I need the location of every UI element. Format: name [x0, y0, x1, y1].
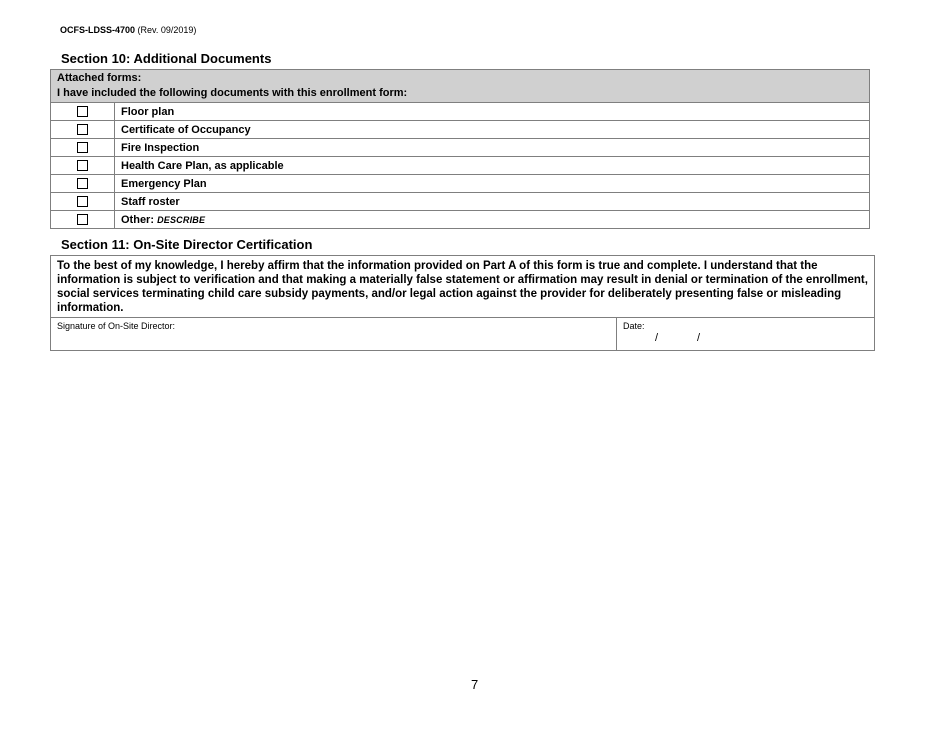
section-10-title: Section 10: Additional Documents	[61, 51, 272, 66]
signature-field[interactable]	[51, 318, 617, 351]
health-care-plan-checkbox[interactable]	[77, 160, 88, 171]
other-cell[interactable]	[115, 211, 870, 229]
document-label: Staff roster	[115, 193, 870, 211]
certification-table	[50, 255, 875, 351]
document-row-certificate-of-occupancy	[51, 121, 870, 139]
signature-label: Signature of On-Site Director:	[57, 321, 176, 331]
document-row-health-care-plan	[51, 157, 870, 175]
date-separator: /	[697, 332, 701, 344]
form-revision: (Rev. 09/2019)	[137, 25, 197, 35]
fire-inspection-checkbox[interactable]	[77, 142, 88, 153]
section-11-title: Section 11: On-Site Director Certification	[61, 237, 313, 252]
emergency-plan-checkbox[interactable]	[77, 178, 88, 189]
date-separator: /	[655, 332, 659, 344]
date-label: Date:	[623, 321, 645, 331]
date-field[interactable]	[617, 318, 875, 351]
document-row-staff-roster	[51, 193, 870, 211]
document-label: Fire Inspection	[115, 139, 870, 157]
additional-documents-table	[50, 69, 870, 229]
other-label: Other:	[121, 213, 154, 226]
document-label: Emergency Plan	[115, 175, 870, 193]
document-row-fire-inspection	[51, 139, 870, 157]
document-row-other	[51, 211, 870, 229]
document-label: Floor plan	[115, 103, 870, 121]
certificate-of-occupancy-checkbox[interactable]	[77, 124, 88, 135]
form-identifier	[60, 25, 196, 35]
documents-header-row	[51, 70, 870, 103]
document-row-emergency-plan	[51, 175, 870, 193]
staff-roster-checkbox[interactable]	[77, 196, 88, 207]
document-label: Certificate of Occupancy	[115, 121, 870, 139]
floor-plan-checkbox[interactable]	[77, 106, 88, 117]
attached-forms-label: Attached forms:	[57, 72, 142, 84]
other-describe-hint: DESCRIBE	[157, 214, 206, 225]
documents-header-cell	[51, 70, 870, 103]
document-label: Health Care Plan, as applicable	[115, 157, 870, 175]
form-code: OCFS-LDSS-4700	[60, 25, 136, 35]
other-checkbox[interactable]	[77, 214, 88, 225]
certification-statement: To the best of my knowledge, I hereby affirm that the information provided on Part A of this form is true and complete. I understand that the information is subject to verification and that making a materially false statement or affirmation may result in denial or termination of the enrollment, social services terminating child care subsidy payments, and/or legal action against the provider for deliberately presenting false or misleading information.	[51, 256, 875, 318]
page-number: 7	[471, 677, 479, 692]
certification-statement-row	[51, 256, 875, 318]
document-row-floor-plan	[51, 103, 870, 121]
documents-instruction: I have included the following documents with this enrollment form:	[57, 87, 408, 99]
signature-row	[51, 318, 875, 351]
